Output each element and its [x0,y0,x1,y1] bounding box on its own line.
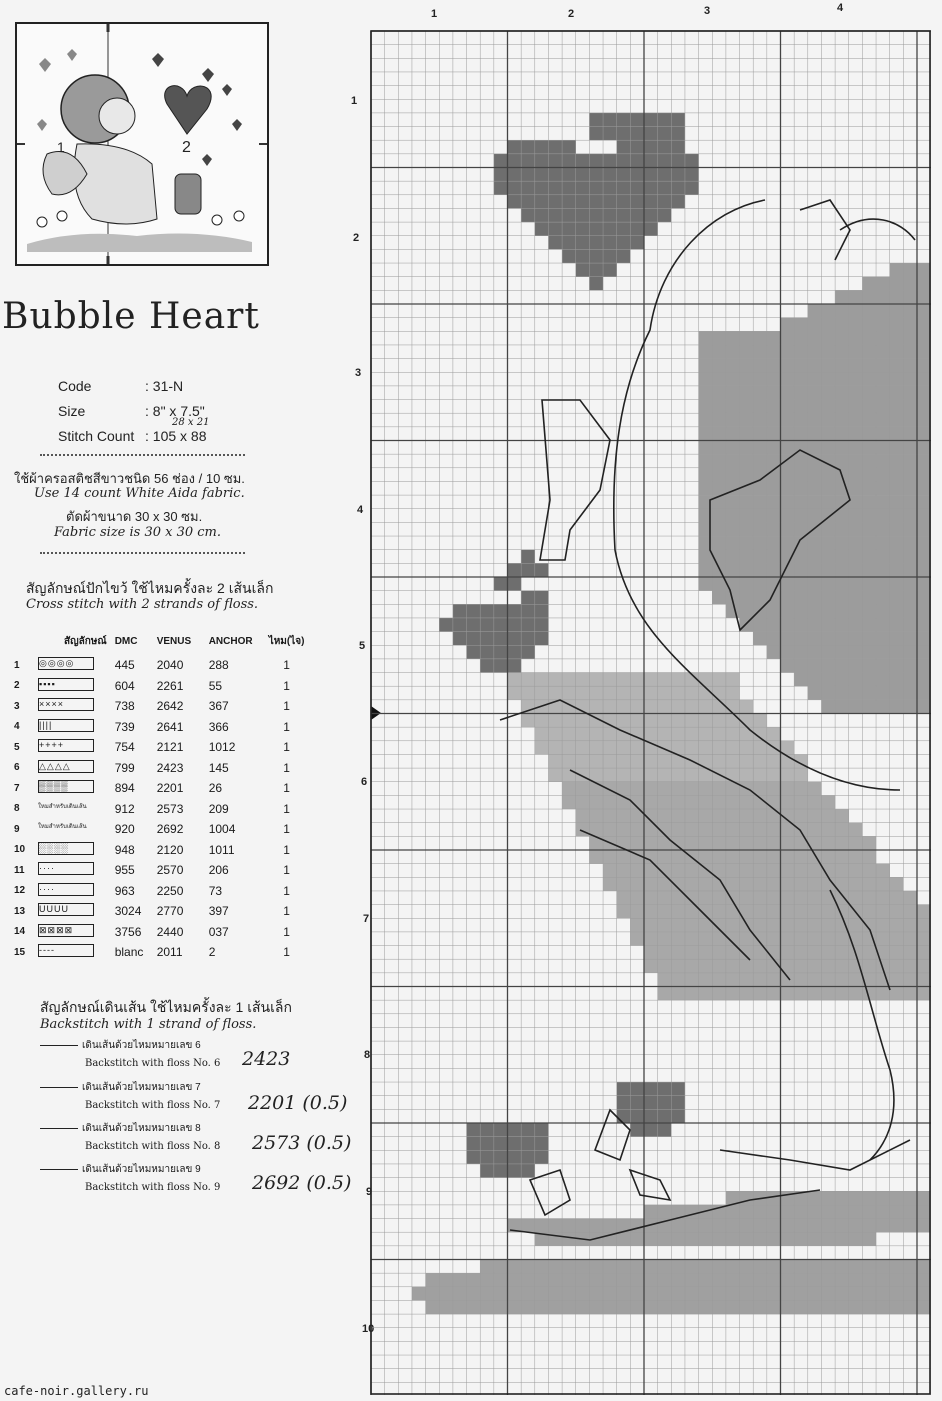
heart-stitches [494,181,699,195]
bubble-stitches [781,318,931,332]
divider [40,552,245,554]
dmc-value: 3024 [114,904,142,919]
venus-value: 2120 [156,842,184,857]
grid-side-label: 3 [355,367,362,379]
small-heart-stitches [467,645,535,659]
grid-side-label: 4 [357,504,364,516]
floss-key-table [10,634,308,963]
skeins-value: 1 [283,781,290,796]
skeins-value: 1 [283,719,290,734]
dmc-value: blanc [114,945,144,960]
symbol-swatch: ---- [38,944,94,957]
preview-region-1-label: 1 [57,139,65,155]
backstitch-line-swatch [40,1045,78,1046]
grid-side-label: 7 [363,913,370,925]
anchor-value: 037 [208,924,229,939]
row-number: 12 [14,885,26,897]
fabric-cut-thai: ตัดผ้าขนาด 30 x 30 ซม. [66,509,203,524]
flower-stitches [617,1096,685,1110]
bubble-stitches [781,659,931,673]
angel-stitches [508,673,740,687]
angel-stitches [576,823,863,837]
symbol-swatch: ⊠⊠⊠⊠ [38,924,94,937]
backstitch-outline [800,200,850,260]
anchor-value: 2 [208,945,216,960]
venus-value: 2770 [156,904,184,919]
symbol-swatch: ใหมสำหรับเดินเส้น [38,803,87,810]
crossstitch-english-heading: Cross stitch with 2 strands of floss. [26,597,259,612]
floss-key-row [10,840,308,861]
symbol-swatch: ▪▪▪▪ [38,678,94,691]
angel-stitches [535,741,794,755]
small-heart-stitches [480,659,521,673]
handwritten-note: 2423 [242,1048,291,1070]
size-handwritten-note: 28 x 21 [172,417,210,428]
row-number: 3 [14,700,20,712]
handwritten-note: 2573 (0.5) [252,1132,352,1154]
handwritten-note: 2201 (0.5) [248,1092,348,1114]
venus-value: 2692 [156,822,184,837]
grid-top-label: 4 [837,2,844,14]
code-label: Code [58,378,92,394]
anchor-value: 145 [208,760,229,775]
floss-key-row [10,942,308,963]
symbol-swatch: ···· [38,862,94,875]
col-venus: VENUS [156,636,192,647]
col-anchor: ANCHOR [208,636,253,647]
stitch-count-label: Stitch Count [58,428,135,444]
floss-key-row [10,901,308,922]
row-number: 15 [14,946,26,958]
flower-stitches [617,1082,685,1096]
skeins-value: 1 [283,699,290,714]
skeins-value: 1 [283,658,290,673]
code-value: : 31-N [145,378,184,394]
venus-value: 2423 [156,760,184,775]
fabric-thai: ใช้ผ้าครอสติชสีขาวชนิด 56 ช่อง / 10 ซม. [14,471,245,486]
venus-value: 2121 [156,740,184,755]
symbol-swatch: ░░░░ [38,842,94,855]
venus-value: 2642 [156,699,184,714]
bubble-stitches [890,263,931,277]
angel-stitches [562,782,821,796]
floss-key-row [10,922,308,943]
bubble-stitches [808,686,931,700]
grid-side-label: 10 [362,1323,375,1335]
angel-stitches [644,959,931,973]
small-heart-stitches [453,604,549,618]
bubble-stitches [699,386,931,400]
row-number: 14 [14,926,26,938]
skeins-value: 1 [283,842,290,857]
backstitch-english: Backstitch with floss No. 9 [85,1182,221,1193]
size-value: : 8" x 7.5" [145,403,205,419]
floss-key-row [10,696,308,717]
backstitch-item [40,1038,220,1069]
anchor-value: 73 [208,883,223,898]
floss-key-row [10,819,308,840]
flower-stitches [630,1123,671,1137]
dmc-value: 955 [114,863,135,878]
skeins-value: 1 [283,904,290,919]
anchor-value: 1004 [208,822,236,837]
ribbon-stitches [508,1219,931,1233]
dmc-value: 963 [114,883,135,898]
floss-key-row [10,717,308,738]
grid-side-label: 6 [361,776,368,788]
bubble-stitches [699,345,931,359]
bubble-stitches [699,413,931,427]
grid-side-label: 1 [351,95,358,107]
floss-key-row [10,758,308,779]
dmc-value: 738 [114,699,135,714]
angel-stitches [617,905,931,919]
backstitch-thai: เดินเส้นด้วยไหมหมายเลข 8 [82,1123,201,1134]
venus-value: 2201 [156,781,184,796]
heart-stitches [617,140,685,154]
venus-value: 2261 [156,678,184,693]
floss-key-row [10,860,308,881]
heart-stitches [562,249,630,263]
bubble-stitches [699,536,931,550]
symbol-swatch: ···· [38,883,94,896]
floss-key-row [10,881,308,902]
bubble-stitches [699,509,931,523]
bubble-stitches [862,277,930,291]
grid-side-label: 8 [364,1049,371,1061]
dmc-value: 894 [114,781,135,796]
anchor-value: 366 [208,719,229,734]
row-number: 8 [14,803,20,815]
symbol-swatch: ▒▒▒▒ [38,780,94,793]
venus-value: 2573 [156,801,184,816]
bubble-stitches [699,400,931,414]
angel-stitches [603,864,890,878]
skeins-value: 1 [283,740,290,755]
bubble-stitches [699,481,931,495]
floss-key-row [10,676,308,697]
row-number: 13 [14,905,26,917]
backstitch-english: Backstitch with floss No. 7 [85,1100,221,1111]
fabric-cut-english: Fabric size is 30 x 30 cm. [54,525,222,540]
watermark: cafe-noir.gallery.ru [4,1384,149,1398]
heart-stitches [589,277,603,291]
grid-side-label: 2 [353,232,360,244]
preview-region-2-label: 2 [182,139,191,156]
pattern-title: Bubble Heart [2,296,260,337]
dmc-value: 3756 [114,924,142,939]
backstitch-line-swatch [40,1128,78,1129]
venus-value: 2641 [156,719,184,734]
row-number: 10 [14,844,26,856]
stitch-count-value: : 105 x 88 [145,428,207,444]
heart-stitches [521,208,671,222]
heart-stitches [589,127,685,141]
grid-top-label: 1 [431,8,438,20]
anchor-value: 367 [208,699,229,714]
stitch-chart-grid [370,30,932,1396]
crossstitch-thai-heading: สัญลักษณ์ปักไขว้ ใช้ไหมครั้งละ 2 เส้นเล็ก [26,580,274,596]
angel-stitches [508,686,740,700]
heart-stitches [535,222,658,236]
bubble-stitches [699,441,931,455]
bubble-stitches [699,427,931,441]
grid-top-label: 2 [568,8,575,20]
floss-key-row [10,778,308,799]
floss-key-row [10,799,308,820]
symbol-swatch: |||| [38,719,94,732]
skeins-value: 1 [283,822,290,837]
dmc-value: 799 [114,760,135,775]
col-dmc: DMC [114,636,138,647]
angel-stitches [548,754,807,768]
col-symbol: สัญลักษณ์ [64,636,107,647]
row-number: 11 [14,864,25,876]
bubble-stitches [808,304,931,318]
anchor-value: 55 [208,678,223,693]
skeins-value: 1 [283,924,290,939]
anchor-value: 288 [208,658,229,673]
bubble-stitches [753,632,930,646]
row-number: 7 [14,782,20,794]
skeins-value: 1 [283,945,290,960]
backstitch-outline [530,1170,570,1215]
backstitch-english: Backstitch with floss No. 6 [85,1058,221,1069]
dmc-value: 739 [114,719,135,734]
backstitch-outline [630,1170,670,1200]
symbol-swatch: UUUU [38,903,94,916]
backstitch-item [40,1162,220,1193]
backstitch-thai: เดินเส้นด้วยไหมหมายเลข 7 [82,1082,201,1093]
anchor-value: 397 [208,904,229,919]
skeins-value: 1 [283,760,290,775]
heart-stitches [589,113,685,127]
ribbon-stitches [426,1300,931,1314]
venus-value: 2040 [156,658,184,673]
backstitch-thai-heading: สัญลักษณ์เดินเส้น ใช้ไหมครั้งละ 1 เส้นเล็ก [40,999,292,1015]
col-skeins: ไหม(ไจ) [268,636,305,647]
dmc-value: 754 [114,740,135,755]
pattern-preview-image [15,22,269,266]
bubble-stitches [835,290,931,304]
floss-key-row [10,737,308,758]
grid-top-label: 3 [704,5,711,17]
anchor-value: 1011 [208,842,235,857]
heart-stitches [548,236,644,250]
bubble-stitches [699,563,931,577]
anchor-value: 1012 [208,740,236,755]
bubble-stitches [699,331,931,345]
skeins-value: 1 [283,678,290,693]
row-number: 4 [14,721,20,733]
dmc-value: 604 [114,678,135,693]
heart-stitches [508,140,576,154]
skeins-value: 1 [283,883,290,898]
row-number: 5 [14,741,20,753]
flower-stitches [617,1109,685,1123]
venus-value: 2250 [156,883,184,898]
skeins-value: 1 [283,801,290,816]
backstitch-english-heading: Backstitch with 1 strand of floss. [40,1017,257,1032]
heart-stitches [508,195,685,209]
symbol-swatch: ◎◎◎◎ [38,657,94,670]
handwritten-note: 2692 (0.5) [252,1172,352,1194]
anchor-value: 26 [208,781,223,796]
bubble-stitches [699,468,931,482]
bubble-stitches [699,454,931,468]
bubble-stitches [699,495,931,509]
backstitch-english: Backstitch with floss No. 8 [85,1141,221,1152]
grid-side-label: 5 [359,640,366,652]
angel-stitches [644,946,931,960]
venus-value: 2440 [156,924,184,939]
row-number: 2 [14,680,20,692]
bubble-stitches [726,604,931,618]
backstitch-line-swatch [40,1087,78,1088]
fabric-english: Use 14 count White Aida fabric. [34,486,245,501]
grid-side-label: 9 [366,1186,373,1198]
floss-key-row [10,655,308,676]
small-heart-stitches [453,632,549,646]
skeins-value: 1 [283,863,290,878]
dmc-value: 912 [114,801,135,816]
dmc-value: 948 [114,842,135,857]
backstitch-item [40,1080,220,1111]
dmc-value: 445 [114,658,135,673]
heart-stitches [576,263,617,277]
small-heart-stitches [521,550,535,564]
size-label: Size [58,403,86,419]
anchor-value: 209 [208,801,229,816]
symbol-swatch: ++++ [38,739,94,752]
dmc-value: 920 [114,822,135,837]
backstitch-thai: เดินเส้นด้วยไหมหมายเลข 6 [82,1040,201,1051]
row-number: 1 [14,659,20,671]
angel-stitches [548,768,807,782]
ribbon-stitches [426,1273,931,1287]
symbol-swatch: ใหมสำหรับเดินเส้น [38,824,87,831]
heart-stitches [494,154,699,168]
heart-stitches [494,168,699,182]
ribbon-stitches [726,1191,931,1205]
symbol-swatch: ×××× [38,698,94,711]
angel-heart-illustration [17,24,267,264]
row-number: 9 [14,823,20,835]
ribbon-stitches [480,1260,930,1274]
bubble-stitches [699,372,931,386]
venus-value: 2011 [156,945,183,960]
row-number: 6 [14,762,20,774]
backstitch-line-swatch [40,1169,78,1170]
venus-value: 2570 [156,863,184,878]
bubble-stitches [699,550,931,564]
backstitch-thai: เดินเส้นด้วยไหมหมายเลข 9 [82,1164,201,1175]
backstitch-item [40,1121,220,1152]
small-heart-stitches [508,563,549,577]
bubble-stitches [699,359,931,373]
anchor-value: 206 [208,863,229,878]
symbol-swatch: △△△△ [38,760,94,773]
angel-stitches [589,836,876,850]
bubble-stitches [699,577,931,591]
divider [40,454,245,456]
